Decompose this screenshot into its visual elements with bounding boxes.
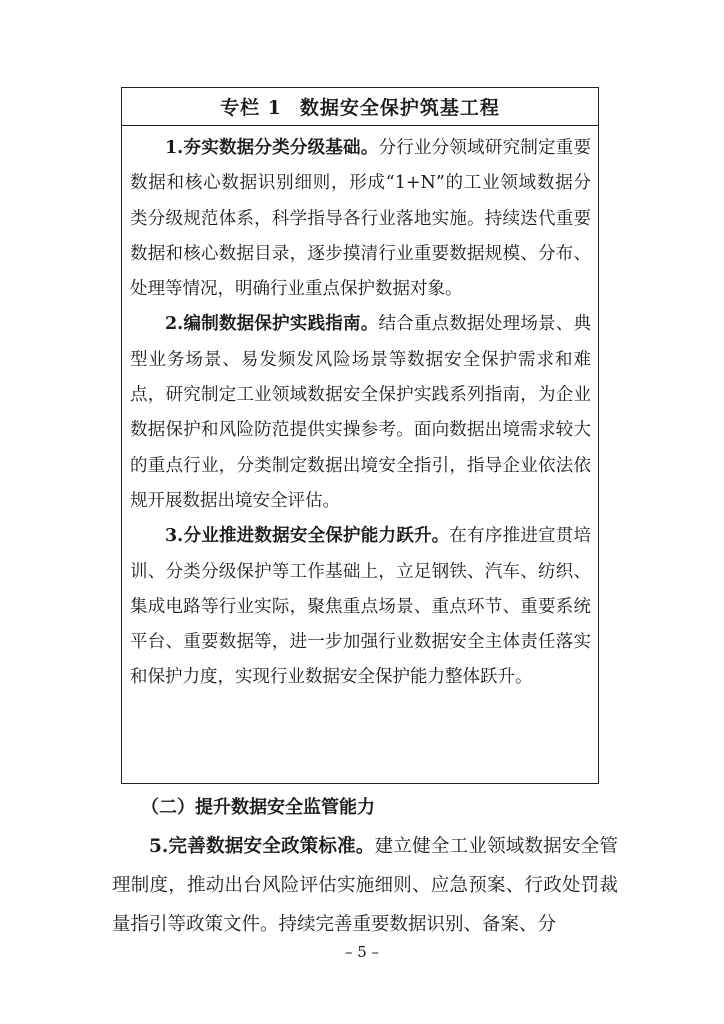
page-number: – 5 –	[344, 943, 380, 961]
section-heading: （二）提升数据安全监管能力	[141, 797, 375, 818]
column-item-lead: 1.夯实数据分类分级基础。	[165, 138, 379, 158]
column-box	[121, 87, 599, 784]
column-box-title-text: 数据安全保护筑基工程	[299, 97, 500, 119]
column-item	[130, 131, 591, 307]
body-paragraph	[112, 827, 618, 944]
column-item-lead: 2.编制数据保护实践指南。	[165, 314, 379, 335]
column-box-body	[122, 126, 598, 696]
paragraph-lead: 5.完善数据安全政策标准。	[149, 836, 375, 857]
column-item-lead: 3.分业推进数据安全保护能力跃升。	[165, 526, 450, 547]
column-item-text: 在有序推进宣贯培训、分类分级保护等工作基础上，立足钢铁、汽车、纺织、集成电路等行业实际，聚焦重点场景、重点环节、重要系统平台、重要数据等，进一步加强行业数据安全主体责任落实和保护力度，实现行业数据安全保护能力整体跃升。	[130, 526, 591, 688]
column-box-title-prefix: 专栏 1	[220, 97, 282, 119]
column-box-title	[122, 88, 598, 126]
column-item-text: 结合重点数据处理场景、典型业务场景、易发频发风险场景等数据安全保护需求和难点，研究制定工业领域数据安全保护实践系列指南，为企业数据保护和风险防范提供实操参考。面向数据出境需求较大的重点行业，分类制定数据出境安全指引，指导企业依法依规开展数据出境安全评估。	[130, 314, 591, 511]
column-item-text: 分行业分领域研究制定重要数据和核心数据识别细则，形成“1+N”的工业领域数据分类分级规范体系，科学指导各行业落地实施。持续迭代重要数据和核心数据目录，逐步摸清行业重要数据规模、分布、处理等情况，明确行业重点保护数据对象。	[130, 138, 591, 300]
column-item	[130, 307, 591, 519]
paragraph-text: 建立健全工业领域数据安全管理制度，推动出台风险评估实施细则、应急预案、行政处罚裁量指引等政策文件。持续完善重要数据识别、备案、分	[112, 836, 618, 935]
column-item	[130, 519, 591, 695]
